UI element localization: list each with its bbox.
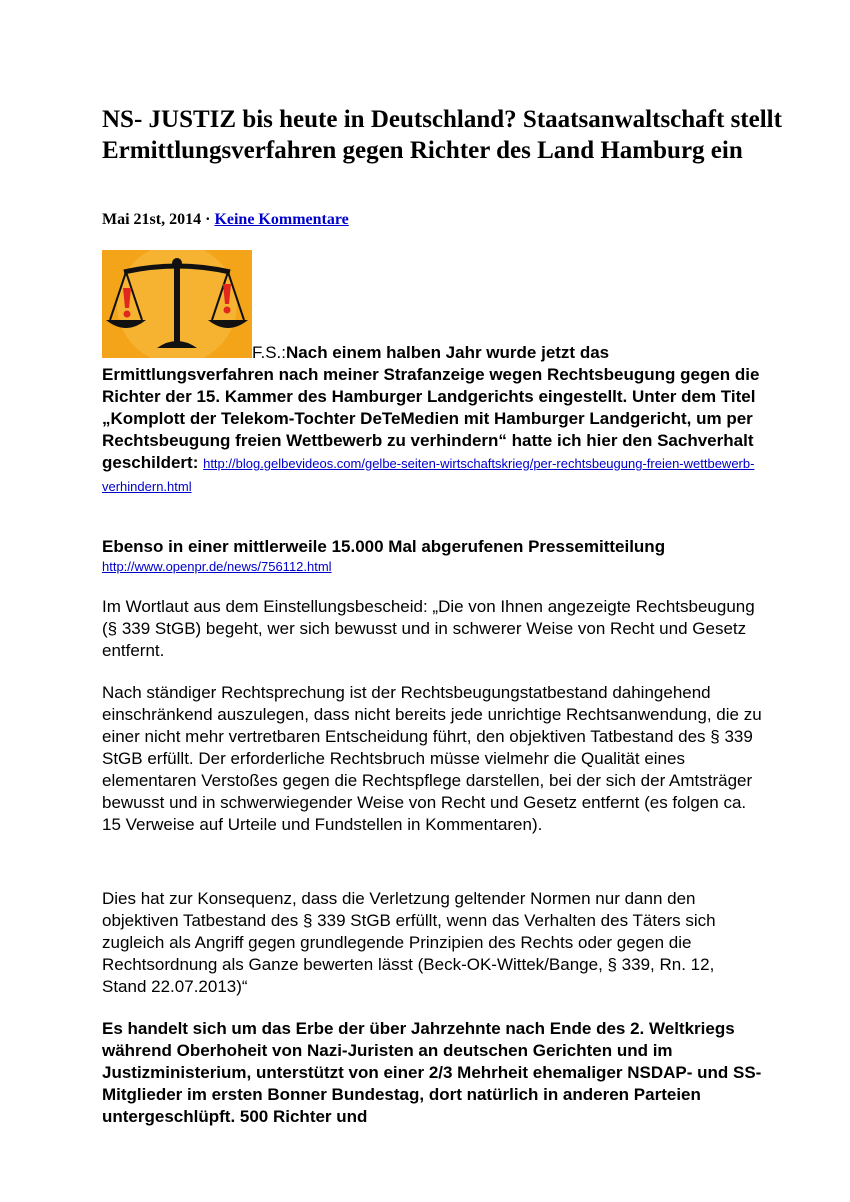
intro-paragraph [102, 342, 762, 498]
press-release-text: Ebenso in einer mittlerweile 15.000 Mal abgerufenen Pressemitteilung [102, 537, 666, 556]
article-title: NS- JUSTIZ bis heute in Deutschland? Staatsanwaltschaft stellt Ermittlungsverfahren gegen Richter des Land Hamburg ein [102, 106, 782, 164]
press-release-link[interactable]: http://www.openpr.de/news/756112.html [102, 559, 332, 574]
press-release-block [102, 536, 762, 576]
intro-bold-text: Nach einem halben Jahr wurde jetzt das Ermittlungsverfahren nach meiner Strafanzeige wegen Rechtsbeugung gegen die Richter der 15. Kammer des Hamburger Landgerichts eingestellt. Unter dem Titel „Komplott der Telekom-Tochter DeTeMedien mit Hamburger Landgericht, um per Rechtsbeugung freien Wettbewerb zu verhindern“ hatte ich hier den Sachverhalt geschildert: [102, 343, 760, 472]
quote-paragraph-3: Dies hat zur Konsequenz, dass die Verletzung geltender Normen nur dann den objektiven Tatbestand des § 339 StGB erfüllt, wenn das Verhalten des Täters sich zugleich als Angriff gegen grundlegende Prinzipien des Rechts oder gegen die Rechtsordnung als Ganze bewerten lässt (Beck-OK-Wittek/Bange, § 339, Rn. 12, Stand 22.07.2013)“ [102, 889, 716, 996]
comments-link[interactable]: Keine Kommentare [214, 211, 349, 228]
quote-paragraph-1: Im Wortlaut aus dem Einstellungsbescheid: „Die von Ihnen angezeigte Rechtsbeugung (§ 339 StGB) begeht, wer sich bewusst und in schwerer Weise von Recht und Gesetz entfernt. [102, 597, 755, 660]
blog-article-link[interactable]: http://blog.gelbevideos.com/gelbe-seiten-wirtschaftskrieg/per-rechtsbeugung-freien-wettbewerb-verhindern.html [102, 456, 755, 494]
author-prefix: F.S.: [252, 343, 287, 362]
commentary-paragraph: Es handelt sich um das Erbe der über Jahrzehnte nach Ende des 2. Weltkriegs während Oberhoheit von Nazi-Juristen an deutschen Gerichten und im Justizministerium, unterstützt von einer 2/3 Mehrheit ehemaliger NSDAP- und SS-Mitglieder im ersten Bonner Bundestag, dort natürlich in anderen Parteien untergeschlüpft. 500 Richter und [102, 1019, 762, 1126]
article-meta [102, 210, 349, 230]
quote-paragraph-2: Nach ständiger Rechtsprechung ist der Rechtsbeugungstatbestand dahingehend einschränkend auszulegen, dass nicht bereits jede unrichtige Rechtsanwendung, die zu einer nicht mehr vertretbaren Entscheidung führt, den objektiven Tatbestand des § 339 StGB erfüllt. Der erforderliche Rechtsbruch müsse vielmehr die Qualität eines elementaren Verstoßes gegen die Rechtspflege darstellen, bei der sich der Amtsträger bewusst und in schwerwiegender Weise von Recht und Gesetz entfernt (es folgen ca. 15 Verweise auf Urteile und Fundstellen in Kommentaren). [102, 683, 762, 834]
article-date: Mai 21st, 2014 · [102, 211, 215, 228]
